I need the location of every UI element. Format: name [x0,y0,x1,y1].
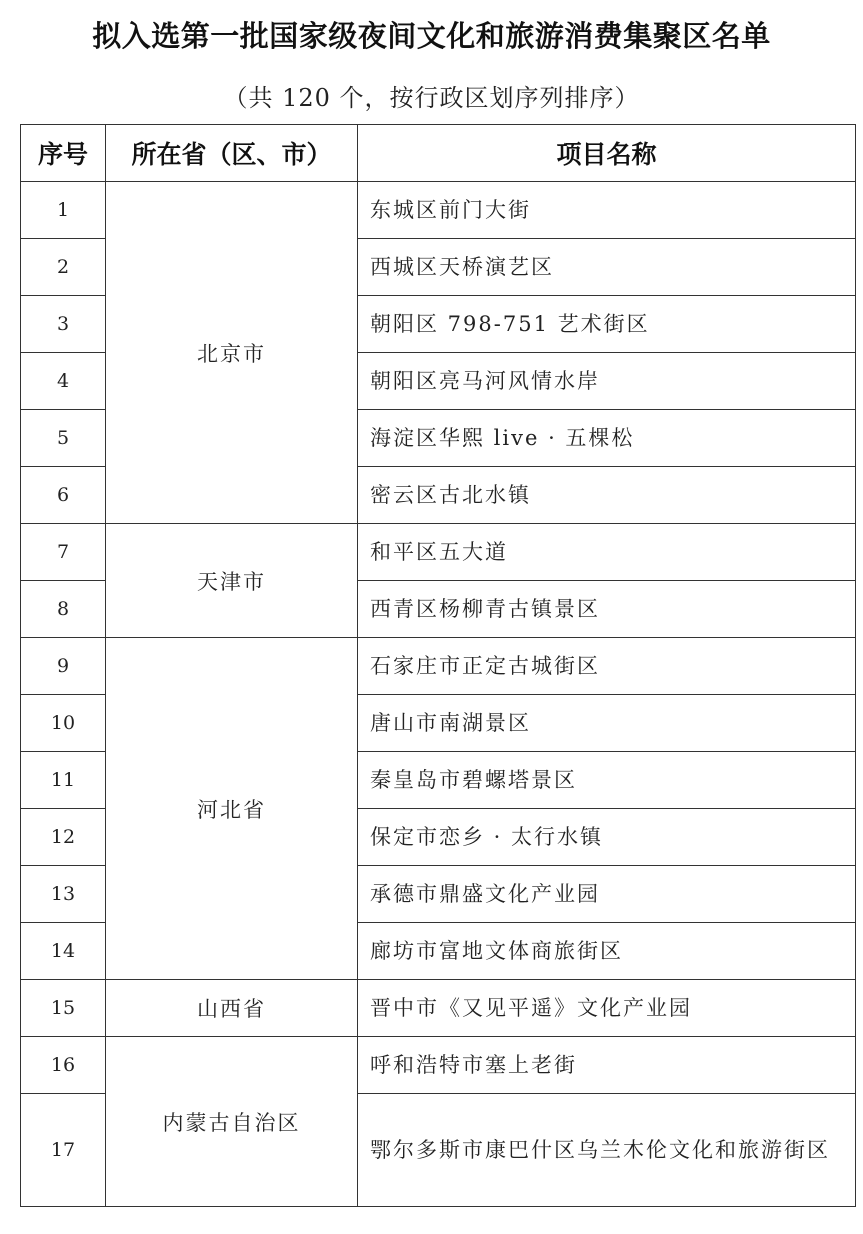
project-name: 晋中市《又见平遥》文化产业园 [358,980,856,1037]
table-row [21,1037,856,1094]
project-name: 朝阳区亮马河风情水岸 [358,353,856,410]
province-cell: 山西省 [106,980,358,1037]
serial-number: 12 [21,809,106,866]
project-name: 石家庄市正定古城街区 [358,638,856,695]
serial-number: 11 [21,752,106,809]
table-header-row [21,125,856,182]
project-name: 鄂尔多斯市康巴什区乌兰木伦文化和旅游街区 [358,1094,856,1207]
project-name: 西城区天桥演艺区 [358,239,856,296]
serial-number: 16 [21,1037,106,1094]
header-serial-number: 序号 [21,125,106,182]
document-title: 拟入选第一批国家级夜间文化和旅游消费集聚区名单 [92,19,771,53]
project-name: 廊坊市富地文体商旅街区 [358,923,856,980]
header-project-name: 项目名称 [358,125,856,182]
serial-number: 15 [21,980,106,1037]
table-row [21,638,856,695]
serial-number: 17 [21,1094,106,1207]
project-name: 和平区五大道 [358,524,856,581]
project-name: 西青区杨柳青古镇景区 [358,581,856,638]
serial-number: 7 [21,524,106,581]
province-cell: 河北省 [106,638,358,980]
table-row [21,980,856,1037]
serial-number: 8 [21,581,106,638]
document-subtitle: （共 120 个，按行政区划序列排序） [223,84,640,112]
project-name: 朝阳区 798-751 艺术街区 [358,296,856,353]
serial-number: 14 [21,923,106,980]
project-name: 保定市恋乡 · 太行水镇 [358,809,856,866]
serial-number: 6 [21,467,106,524]
header-province: 所在省（区、市） [106,125,358,182]
project-name: 承德市鼎盛文化产业园 [358,866,856,923]
serial-number: 4 [21,353,106,410]
project-name: 唐山市南湖景区 [358,695,856,752]
table-row [21,182,856,239]
project-name: 海淀区华熙 live · 五棵松 [358,410,856,467]
province-cell: 天津市 [106,524,358,638]
province-cell: 北京市 [106,182,358,524]
serial-number: 10 [21,695,106,752]
district-list-table [20,124,856,1207]
serial-number: 13 [21,866,106,923]
table-row [21,524,856,581]
project-name: 密云区古北水镇 [358,467,856,524]
serial-number: 3 [21,296,106,353]
province-cell: 内蒙古自治区 [106,1037,358,1207]
project-name: 秦皇岛市碧螺塔景区 [358,752,856,809]
project-name: 呼和浩特市塞上老街 [358,1037,856,1094]
serial-number: 5 [21,410,106,467]
serial-number: 2 [21,239,106,296]
serial-number: 1 [21,182,106,239]
project-name: 东城区前门大街 [358,182,856,239]
serial-number: 9 [21,638,106,695]
